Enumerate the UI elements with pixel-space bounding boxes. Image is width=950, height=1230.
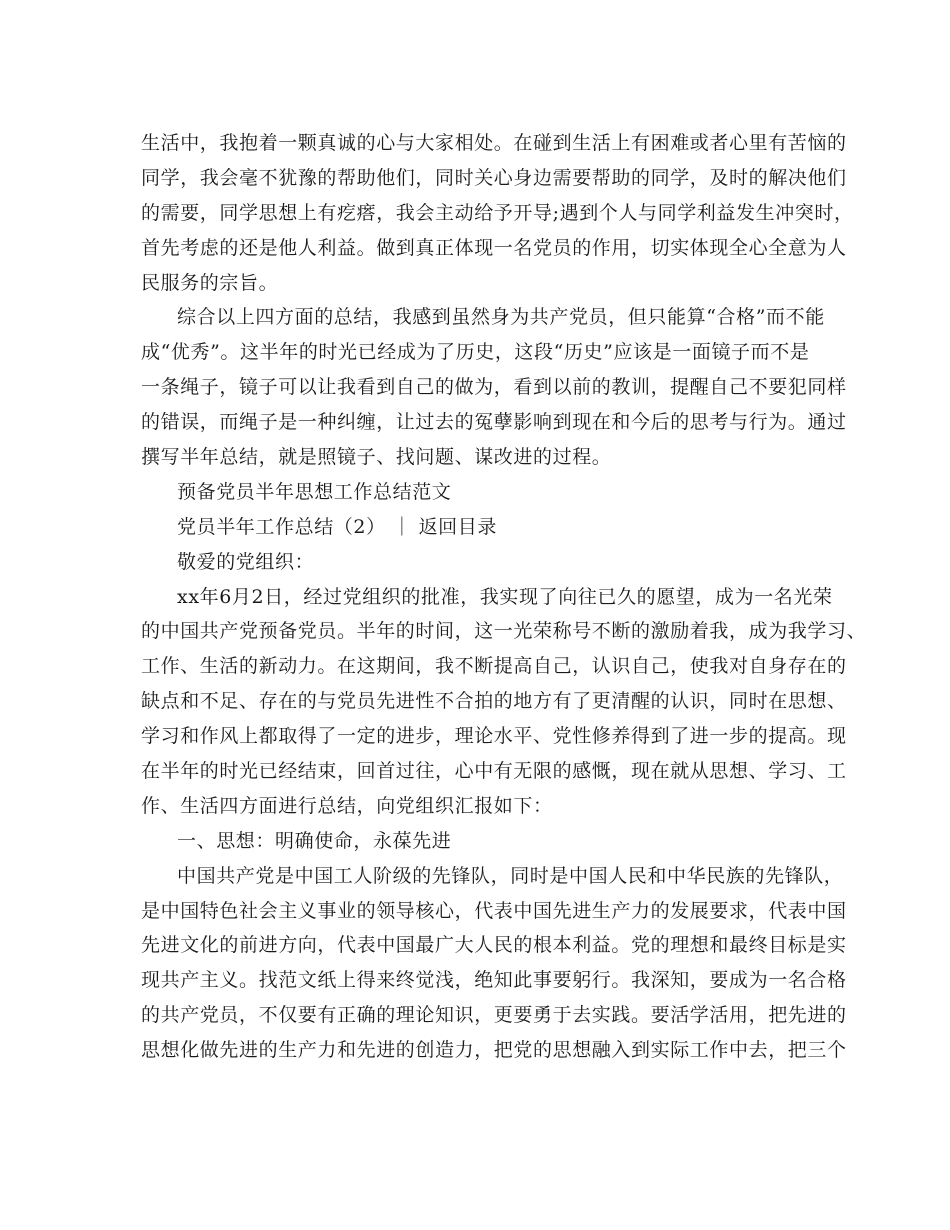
text-line: 的中国共产党预备党员。半年的时间，这一光荣称号不断的激励着我，成为我学习、 (141, 620, 867, 643)
document-body (141, 126, 867, 1068)
text-line: 民服务的宗旨。 (141, 271, 279, 294)
text-line: xx年6月2日，经过党组织的批准，我实现了向往已久的愿望，成为一名光荣 (177, 585, 833, 608)
text-line: 作、生活四方面进行总结，向党组织汇报如下： (141, 794, 553, 817)
text-line: 是中国特色社会主义事业的领导核心，代表中国先进生产力的发展要求，代表中国 (141, 899, 847, 922)
text-line: 首先考虑的还是他人利益。做到真正体现一名党员的作用，切实体现全心全意为人 (141, 236, 847, 259)
text-line: 综合以上四方面的总结，我感到虽然身为共产党员，但只能算“合格”而不能 (177, 306, 825, 329)
text-line: 撰写半年总结，就是照镜子、找问题、谋改进的过程。 (141, 446, 612, 469)
text-line: 缺点和不足、存在的与党员先进性不合拍的地方有了更清醒的认识，同时在思想、 (141, 690, 847, 713)
text-line: 的共产党员，不仅要有正确的理论知识，更要勇于去实践。要活学活用，把先进的 (141, 1004, 847, 1027)
text-line: 一、思想：明确使命，永葆先进 (177, 829, 452, 852)
text-line: 成“优秀”。这半年的时光已经成为了历史，这段“历史”应该是一面镜子而不是 (141, 341, 810, 364)
text-line: 思想化做先进的生产力和先进的创造力，把党的思想融入到实际工作中去，把三个 (141, 1039, 847, 1062)
text-line: 工作、生活的新动力。在这期间，我不断提高自己，认识自己，使我对自身存在的 (141, 655, 847, 678)
text-line: 现共产主义。找范文纸上得来终觉浅，绝知此事要躬行。我深知，要成为一名合格 (141, 969, 847, 992)
text-line: 的需要，同学思想上有疙瘩，我会主动给予开导;遇到个人与同学利益发生冲突时， (141, 201, 854, 224)
text-line: 预备党员半年思想工作总结范文 (177, 480, 452, 503)
text-line: 生活中，我抱着一颗真诚的心与大家相处。在碰到生活上有困难或者心里有苦恼的 (141, 132, 847, 154)
text-line: 在半年的时光已经结束，回首过往，心中有无限的感慨，现在就从思想、学习、工 (141, 760, 847, 783)
text-line: 同学，我会毫不犹豫的帮助他们，同时关心身边需要帮助的同学，及时的解决他们 (141, 166, 847, 189)
text-line: 党员半年工作总结（2） ｜ 返回目录 (177, 515, 497, 538)
text-line: 敬爱的党组织： (177, 550, 315, 573)
text-line: 的错误，而绳子是一种纠缠，让过去的冤孽影响到现在和今后的思考与行为。通过 (141, 411, 847, 434)
text-line: 一条绳子，镜子可以让我看到自己的做为，看到以前的教训，提醒自己不要犯同样 (141, 376, 847, 399)
text-line: 学习和作风上都取得了一定的进步，理论水平、党性修养得到了进一步的提高。现 (141, 725, 847, 748)
text-line: 中国共产党是中国工人阶级的先锋队，同时是中国人民和中华民族的先锋队， (177, 864, 844, 887)
text-line: 先进文化的前进方向，代表中国最广大人民的根本利益。党的理想和最终目标是实 (141, 934, 847, 957)
